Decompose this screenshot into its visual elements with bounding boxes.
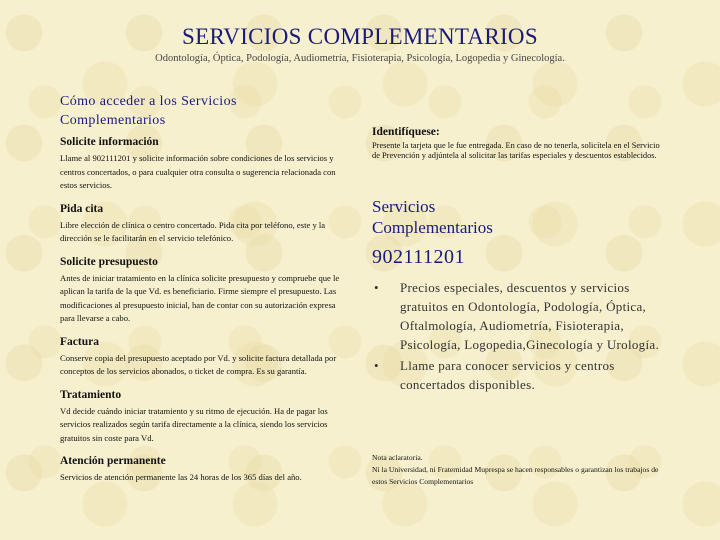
access-column <box>60 92 350 495</box>
note-text: Ni la Universidad, ni Fraternidad Muprespa se hacen responsables o garantizan los trabajos de estos Servicios Complementarios <box>372 465 659 486</box>
list-item <box>372 278 662 354</box>
services-title <box>372 196 493 238</box>
access-section-title-line2: Complementarios <box>60 113 166 128</box>
appointment-heading: Pida cita <box>60 202 104 215</box>
access-section-title-line1: Cómo acceder a los Servicios <box>60 94 237 109</box>
page-subtitle: Odontología, Óptica, Podología, Audiometría, Fisioterapia, Psicología, Logopedia y Ginecología. <box>155 53 565 64</box>
appointment-text: Libre elección de clínica o centro concertado. Pida cita por teléfono, este y la dirección se le facilitarán en el servicio telefónico. <box>60 219 326 243</box>
identify-heading: Identifíquese: <box>372 126 440 138</box>
access-section-title <box>60 92 350 130</box>
permanent-care-heading: Atención permanente <box>60 455 166 467</box>
invoice-text: Conserve copia del presupuesto aceptado por Vd. y solicite factura detallada por conceptos de los servicios abonados, o ticket de compra. Es su garantía. <box>60 352 337 376</box>
bullet-icon: • <box>374 358 379 373</box>
services-bullet-list <box>372 278 662 396</box>
identify-block <box>372 126 662 161</box>
permanent-care-text: Servicios de atención permanente las 24 horas de los 365 días del año. <box>60 472 302 482</box>
bullet-icon: • <box>374 280 379 295</box>
treatment-heading: Tratamiento <box>60 388 122 401</box>
info-heading: Solicite información <box>60 136 159 148</box>
invoice-heading: Factura <box>60 335 99 348</box>
note-heading: Nota aclaratoria. <box>372 453 423 462</box>
identify-text: Presente la tarjeta que le fue entregada. En caso de no tenerla, solicítela en el Servicio de Prevención y adjúntela al solicitar las tarifas especiales y descuentos establecidos. <box>372 141 660 160</box>
budget-text: Antes de iniciar tratamiento en la clínica solicite presupuesto y compruebe que le aplican la tarifa de la que Vd. es beneficiario. Firme siempre el presupuesto. Las modificaciones al presupuesto inicial, han de contar con su autorización expresa para llevarse a cabo. <box>60 272 340 323</box>
page-title: SERVICIOS COMPLEMENTARIOS <box>182 24 538 49</box>
phone-number: 902111201 <box>372 246 466 268</box>
disclaimer-note <box>372 452 672 488</box>
treatment-text: Vd decide cuándo iniciar tratamiento y su ritmo de ejecución. Ha de pagar los servicios realizados según tarifa directamente a la clínica, siendo los servicios gratuitos sin coste para Vd. <box>60 405 328 443</box>
list-item <box>372 356 662 394</box>
services-title-line2: Complementarios <box>372 218 493 237</box>
info-text: Llame al 902111201 y solicite información sobre condiciones de los servicios y centros concertados, o para cualquier otra consulta o sugerencia relacionada con estos servicios. <box>60 153 336 190</box>
services-title-line1: Servicios <box>372 197 436 216</box>
bullet-text: Llame para conocer servicios y centros concertados disponibles. <box>400 358 615 392</box>
bullet-text: Precios especiales, descuentos y servicios gratuitos en Odontología, Podología, Óptica, Oftalmología, Audiometría, Fisioterapia, Psicología, Logopedia,Ginecología y Urología. <box>400 280 660 352</box>
budget-heading: Solicite presupuesto <box>60 255 158 268</box>
